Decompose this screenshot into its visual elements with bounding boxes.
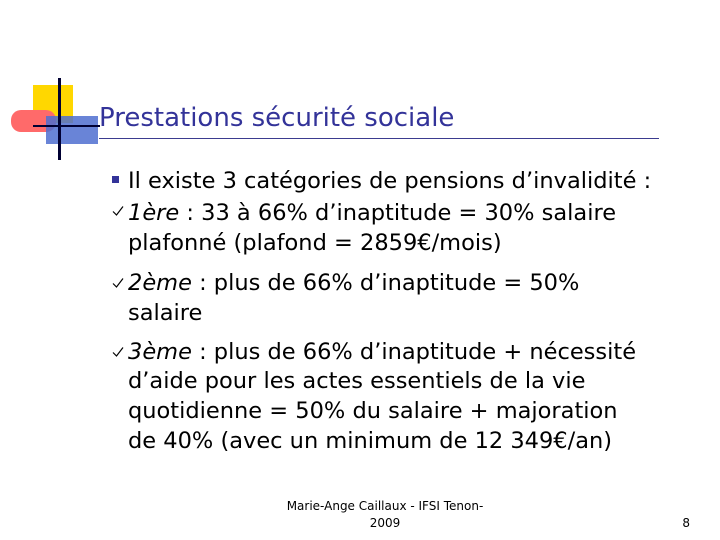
slide-title: Prestations sécurité sociale [99, 103, 455, 133]
category-1-continuation: plafonné (plafond = 2859€/mois) [128, 230, 502, 256]
category-2-label: 2ème [128, 270, 192, 296]
checkmark-icon [112, 205, 124, 217]
title-underline [99, 138, 659, 139]
category-3-continuation-1: d’aide pour les actes essentiels de la vie [128, 368, 586, 394]
category-1-line [128, 198, 703, 228]
category-3-continuation-3: de 40% (avec un minimum de 12 349€/an) [128, 428, 613, 454]
decorative-corner-icon [0, 0, 100, 170]
footer-author-line1: Marie-Ange Caillaux - IFSI Tenon- [286, 499, 484, 513]
category-1-label: 1ère [128, 200, 180, 226]
category-3-text: : plus de 66% d’inaptitude + nécessité [191, 339, 637, 365]
category-2-line [128, 268, 703, 298]
category-3-line [128, 337, 703, 367]
checkmark-icon [112, 277, 124, 289]
square-bullet-icon [112, 176, 119, 183]
deco-blue-block [46, 116, 98, 144]
deco-horizontal-line [33, 125, 100, 127]
intro-text: Il existe 3 catégories de pensions d’invalidité : [128, 168, 652, 194]
category-1-text: : 33 à 66% d’inaptitude = 30% salaire [179, 200, 617, 226]
category-2-continuation: salaire [128, 300, 203, 326]
category-3-label: 3ème [128, 339, 192, 365]
category-2-text: : plus de 66% d’inaptitude = 50% [191, 270, 580, 296]
footer-author [250, 498, 520, 532]
page-number: 8 [682, 516, 690, 530]
checkmark-icon [112, 346, 124, 358]
deco-vertical-line [58, 78, 61, 160]
category-3-continuation-2: quotidienne = 50% du salaire + majoration [128, 398, 618, 424]
footer-author-line2: 2009 [369, 516, 401, 530]
